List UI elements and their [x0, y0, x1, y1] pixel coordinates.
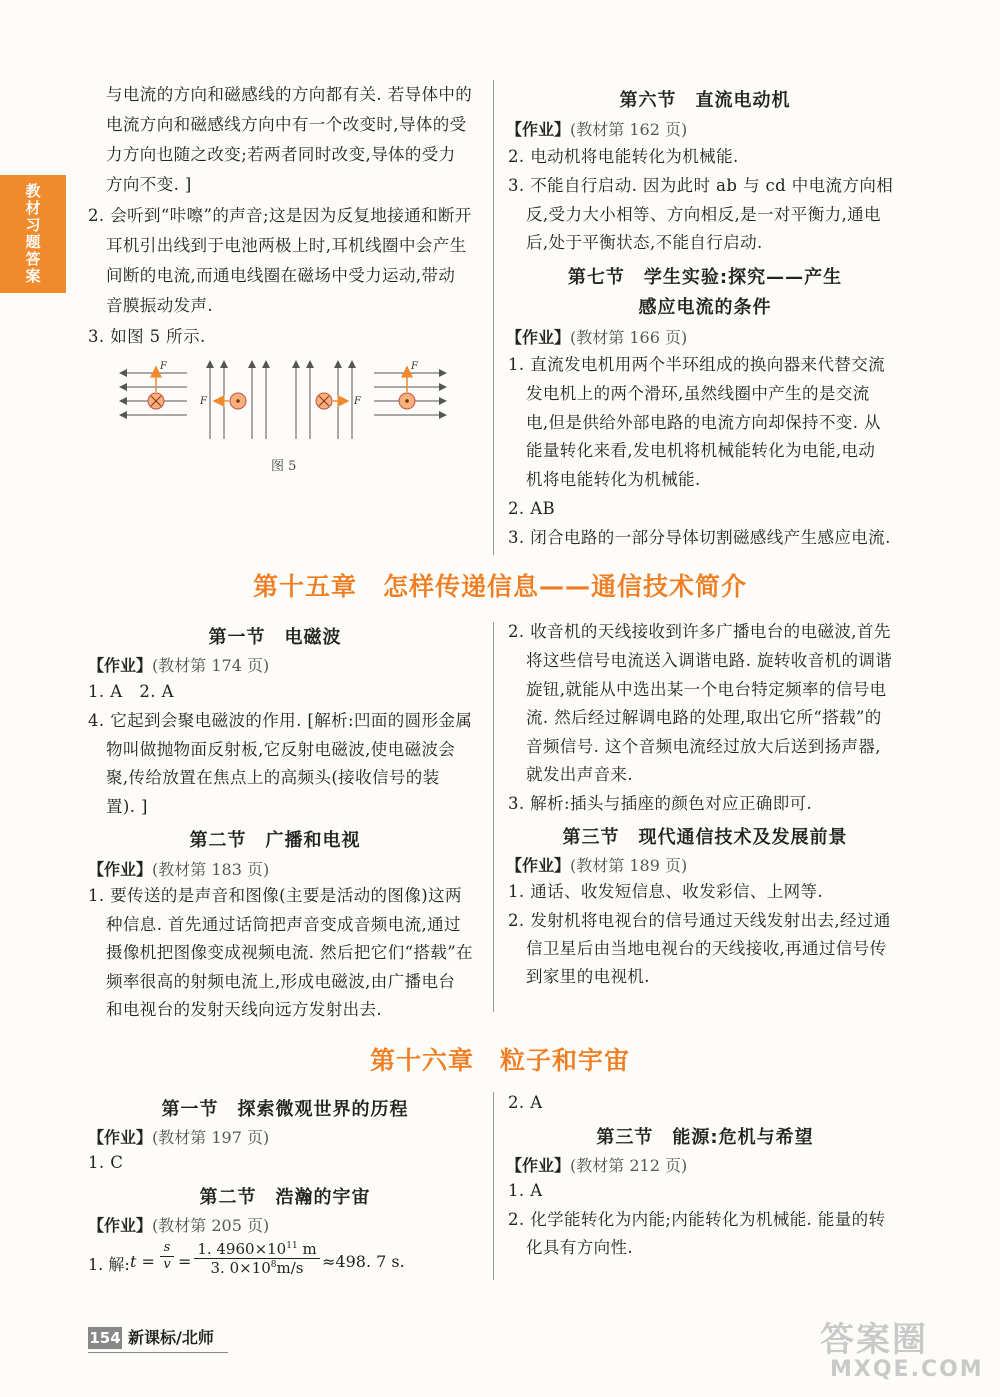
- homework-tag: 【作业】(教材第 166 页): [506, 328, 688, 347]
- text-line: 1. A: [508, 1181, 543, 1200]
- text-line: 后,处于平衡状态,不能自行启动.: [526, 233, 763, 252]
- fraction-numeric: 1. $4960\times 10^{11}$ m 3. $0\times 10^8m/s$: [194, 1240, 320, 1277]
- text-line: 2. 化学能转化为内能;内能转化为机械能. 能量的转: [508, 1210, 886, 1229]
- homework-tag: 【作业】(教材第 162 页): [506, 120, 688, 139]
- figure-magnetic-force: [112, 355, 452, 445]
- section-title: 第三节 能源:危机与希望: [596, 1127, 814, 1148]
- section-title: 第七节 学生实验:探究——产生: [567, 267, 843, 288]
- text-line: 信卫星后由当地电视台的天线接收,再通过信号传: [526, 939, 887, 958]
- text-line: 化具有方向性.: [526, 1238, 634, 1257]
- homework-tag: 【作业】(教材第 197 页): [88, 1128, 270, 1147]
- homework-tag: 【作业】(教材第 189 页): [506, 856, 688, 875]
- text-line: 方向不变. ]: [106, 175, 192, 194]
- side-tab: 教材习题答案: [0, 175, 66, 293]
- text-line: 就发出声音来.: [526, 765, 634, 784]
- section-title: 第一节 电磁波: [208, 627, 342, 648]
- text-line: 与电流的方向和磁感线的方向都有关. 若导体中的: [106, 85, 473, 104]
- column-divider: [493, 622, 494, 1012]
- text-line: 机将电能转化为机械能.: [526, 470, 701, 489]
- text-line: 能量转化来看,发电机将机械能转化为电能,电动: [526, 441, 876, 460]
- section-title: 第一节 探索微观世界的历程: [161, 1099, 409, 1120]
- text-line: 到家里的电视机.: [526, 967, 650, 986]
- text-line: 4. 它起到会聚电磁波的作用. [解析:凹面的圆形金属: [88, 711, 473, 730]
- section-title: 第二节 浩瀚的宇宙: [199, 1187, 371, 1208]
- text-line: 2. 会听到“咔嚓”的声音;这是因为反复地接通和断开: [88, 206, 472, 225]
- text-line: 物叫做抛物面反射板,它反射电磁波,使电磁波会: [106, 740, 456, 759]
- text-line: 2. AB: [508, 499, 556, 518]
- text-line: 3. 如图 5 所示.: [88, 327, 206, 346]
- formula-eq: =: [178, 1252, 192, 1271]
- figure-caption: 图 5: [271, 459, 297, 474]
- formula-result: ≈498. 7 s.: [322, 1252, 405, 1271]
- text-line: 3. 不能自行启动. 因为此时 ab 与 cd 中电流方向相: [508, 176, 894, 195]
- column-divider: [493, 80, 494, 555]
- section-title: 第二节 广播和电视: [189, 830, 361, 851]
- text-line: 3. 闭合电路的一部分导体切割磁感线产生感应电流.: [508, 528, 891, 547]
- fraction-s-over-v: s v: [160, 1240, 174, 1272]
- text-line: 种信息. 首先通过话筒把声音变成音频电流,通过: [106, 915, 461, 934]
- panel-2: [199, 361, 266, 439]
- text-line: 频率很高的射频电流上,形成电磁波,由广播电台: [106, 972, 456, 991]
- svg-text:F: F: [411, 361, 418, 372]
- text-line: 2. 发射机将电视台的信号通过天线发射出去,经过通: [508, 911, 891, 930]
- text-line: 电流方向和磁感线方向中有一个改变时,导体的受: [106, 115, 467, 134]
- panel-3: [296, 361, 362, 439]
- panel-4: [374, 361, 446, 415]
- svg-text:F: F: [160, 361, 167, 372]
- homework-tag: 【作业】(教材第 212 页): [506, 1156, 688, 1175]
- text-line: 流. 然后经过解调电路的处理,取出它所“搭载”的: [526, 708, 882, 727]
- panel-1: [120, 361, 187, 415]
- text-line: 3. 解析:插头与插座的颜色对应正确即可.: [508, 794, 813, 813]
- text-line: 2. 收音机的天线接收到许多广播电台的电磁波,首先: [508, 622, 891, 641]
- formula: [88, 1240, 488, 1284]
- section-title: 第六节 直流电动机: [619, 90, 791, 111]
- text-line: 聚,传给放置在焦点上的高频头(接收信号的装: [106, 768, 440, 787]
- watermark-logo: 答案圈 MXQE.COM: [820, 1320, 984, 1382]
- homework-tag: 【作业】(教材第 183 页): [88, 860, 270, 879]
- text-line: 旋钮,就能从中选出某一个电台特定频率的信号电: [526, 680, 887, 699]
- footer-divider: [88, 1352, 228, 1353]
- text-line: 1. 通话、收发短信息、收发彩信、上网等.: [508, 882, 824, 901]
- column-divider: [493, 1092, 494, 1280]
- svg-text:F: F: [200, 396, 207, 407]
- svg-text:F: F: [354, 396, 361, 407]
- text-line: 2. A: [508, 1093, 543, 1112]
- text-line: 1. 要传送的是声音和图像(主要是活动的图像)这两: [88, 886, 462, 905]
- formula-t: t =: [130, 1252, 155, 1271]
- text-line: 间断的电流,而通电线圈在磁场中受力运动,带动: [106, 266, 456, 285]
- text-line: 1. 直流发电机用两个半环组成的换向器来代替交流: [508, 355, 886, 374]
- text-line: 和电视台的发射天线向远方发射出去.: [106, 1000, 383, 1019]
- text-line: 将这些信号电流送入调谐电路. 旋转收音机的调谐: [526, 651, 893, 670]
- text-line: 力方向也随之改变;若两者同时改变,导体的受力: [106, 145, 456, 164]
- text-line: 音膜振动发声.: [106, 296, 214, 315]
- text-line: 耳机引出线到于电池两极上时,耳机线圈中会产生: [106, 236, 467, 255]
- homework-tag: 【作业】(教材第 205 页): [88, 1216, 270, 1235]
- text-line: 电,但是供给外部电路的电流方向却保持不变. 从: [526, 413, 881, 432]
- text-line: 发电机上的两个滑环,虽然线圈中产生的是交流: [526, 384, 870, 403]
- homework-tag: 【作业】(教材第 174 页): [88, 656, 270, 675]
- formula-prefix: 1. 解:: [88, 1255, 130, 1274]
- text-line: 1. A 2. A: [88, 682, 174, 701]
- page-number: 154: [89, 1329, 121, 1347]
- text-line: 摄像机把图像变成视频电流. 然后把它们“搭载”在: [106, 943, 473, 962]
- text-line: 音频信号. 这个音频电流经过放大后送到扬声器,: [526, 737, 881, 756]
- text-line: 置). ]: [106, 797, 148, 816]
- section-title: 第三节 现代通信技术及发展前景: [562, 827, 848, 848]
- chapter-title: 第十五章 怎样传递信息——通信技术简介: [252, 572, 747, 601]
- text-line: 2. 电动机将电能转化为机械能.: [508, 147, 739, 166]
- text-line: 1. C: [88, 1153, 124, 1172]
- chapter-title: 第十六章 粒子和宇宙: [369, 1046, 630, 1075]
- section-title: 感应电流的条件: [638, 297, 772, 318]
- series-label: 新课标/北师: [128, 1328, 214, 1347]
- text-line: 反,受力大小相等、方向相反,是一对平衡力,通电: [526, 205, 881, 224]
